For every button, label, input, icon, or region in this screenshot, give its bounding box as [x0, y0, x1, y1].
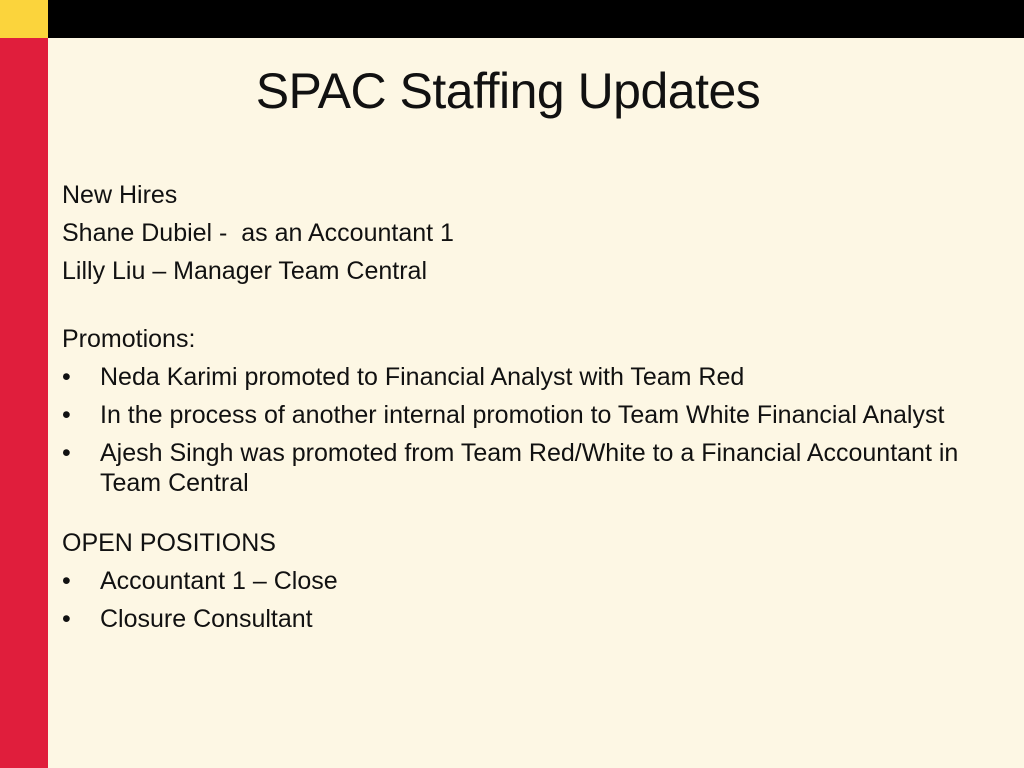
bullet-icon: •	[62, 363, 71, 391]
new-hire-item: Shane Dubiel - as an Accountant 1	[62, 219, 454, 247]
list-item	[62, 362, 992, 392]
slide-title: SPAC Staffing Updates	[255, 63, 761, 119]
new-hire-item: Lilly Liu – Manager Team Central	[62, 257, 428, 285]
list-item	[62, 566, 992, 596]
promotion-text: In the process of another internal promotion to Team White Financial Analyst	[100, 401, 945, 429]
bullet-icon: •	[62, 401, 71, 429]
side-bar	[0, 38, 48, 768]
corner-square	[0, 0, 48, 38]
list-item	[62, 604, 992, 634]
top-bar	[0, 0, 1024, 38]
list-item	[62, 400, 992, 430]
list-item	[62, 438, 992, 498]
promotions-list	[62, 362, 992, 498]
bullet-icon: •	[62, 605, 71, 633]
bullet-icon: •	[62, 439, 71, 467]
slide-body	[62, 180, 992, 642]
promotions-heading: Promotions:	[62, 325, 196, 353]
open-positions-list	[62, 566, 992, 634]
promotion-text: Ajesh Singh was promoted from Team Red/White to a Financial Accountant in Team Central	[100, 439, 959, 497]
position-text: Closure Consultant	[100, 605, 313, 633]
promotion-text: Neda Karimi promoted to Financial Analyst with Team Red	[100, 363, 745, 391]
position-text: Accountant 1 – Close	[100, 567, 338, 595]
new-hires-heading: New Hires	[62, 181, 178, 209]
open-positions-heading: OPEN POSITIONS	[62, 529, 276, 557]
bullet-icon: •	[62, 567, 71, 595]
